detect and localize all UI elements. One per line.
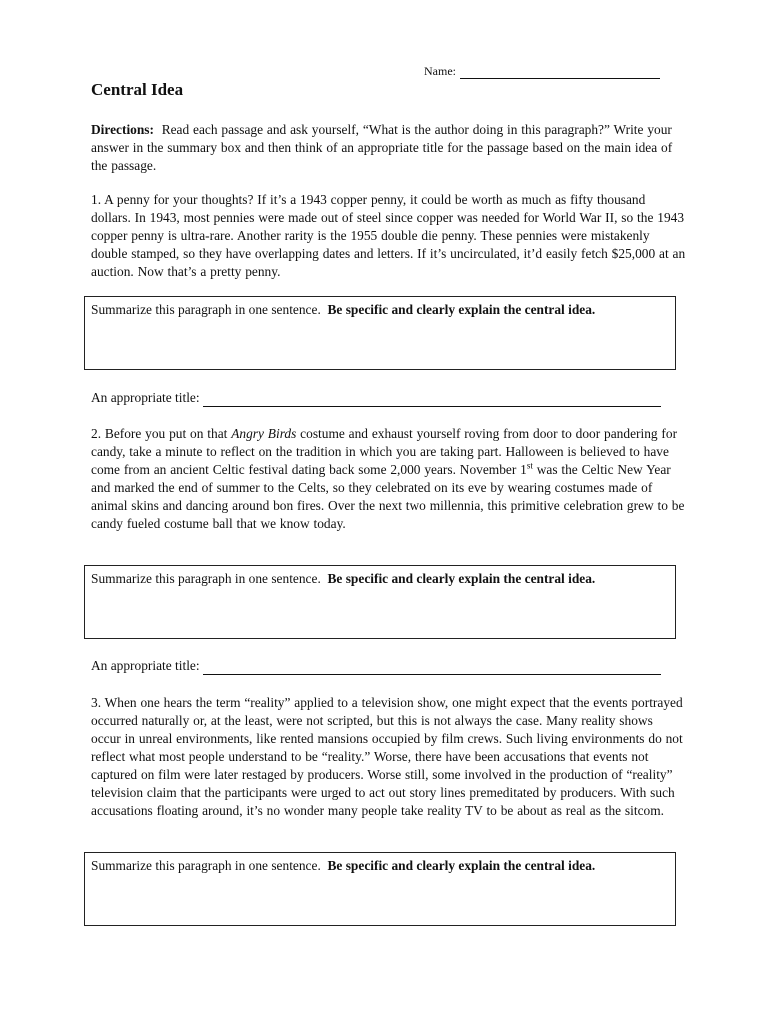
name-blank[interactable] bbox=[460, 66, 660, 79]
directions-text: Read each passage and ask yourself, “What is the author doing in this paragraph?” Write your answer in the summary box and then think of an appropriate title for the passage based on the main idea of the passage. bbox=[91, 122, 673, 173]
passage-2-superscript: st bbox=[526, 460, 533, 471]
passage-3: 3. When one hears the term “reality” applied to a television show, one might expect that the events portrayed occurred naturally or, at the least, were not scripted, but this is not always the case. Many reality shows occur in unreal environments, like rented mansions occupied by film crews. Such living environments do not reflect what most people understand to be “reality.” Worse, there have been accusations that events not captured on film were later restaged by producers. Worse still, some involved in the production of “reality” television claim that the participants were urged to act out story lines premeditated by producers. With such accusations floating around, it’s no wonder many people take reality TV to be about as real as the sitcom. bbox=[91, 695, 683, 818]
page-title: Central Idea bbox=[91, 80, 184, 99]
title-blank-2[interactable] bbox=[203, 660, 661, 675]
summary-emphasis: Be specific and clearly explain the central idea. bbox=[327, 302, 596, 317]
summary-box-2[interactable] bbox=[84, 565, 676, 639]
summary-prompt: Summarize this paragraph in one sentence. bbox=[91, 302, 321, 317]
passage-2-italic: Angry Birds bbox=[231, 426, 297, 441]
title-blank-1[interactable] bbox=[203, 392, 661, 407]
title-field-2[interactable] bbox=[91, 657, 661, 675]
passage-2-text-a: 2. Before you put on that bbox=[91, 426, 232, 441]
passage-2-text-c: was the Celtic New Year and marked the end of summer to the Celts, so they celebrated on its eve by wearing costumes made of animal skins and dancing around bon fires. Over the next two millennia, this primitive celebration grew to be candy fueled costume ball that we know today. bbox=[91, 462, 685, 531]
directions-label: Directions: bbox=[91, 122, 154, 137]
name-field[interactable] bbox=[424, 64, 660, 79]
summary-box-3[interactable] bbox=[84, 852, 676, 926]
directions bbox=[91, 121, 686, 175]
title-prompt: An appropriate title: bbox=[91, 658, 200, 673]
summary-emphasis: Be specific and clearly explain the central idea. bbox=[327, 571, 596, 586]
title-field-1[interactable] bbox=[91, 389, 661, 407]
summary-box-1[interactable] bbox=[84, 296, 676, 370]
summary-prompt: Summarize this paragraph in one sentence. bbox=[91, 858, 321, 873]
passage-1: 1. A penny for your thoughts? If it’s a 1943 copper penny, it could be worth as much as fifty thousand dollars. In 1943, most pennies were made out of steel since copper was needed for World War II, so the 1943 copper penny is ultra-rare. Another rarity is the 1955 double die penny. These pennies were mistakenly double stamped, so they have overlapping dates and letters. If it’s uncirculated, it’d easily fetch $25,000 at an auction. Now that’s a pretty penny. bbox=[91, 192, 686, 279]
summary-prompt: Summarize this paragraph in one sentence. bbox=[91, 571, 321, 586]
summary-emphasis: Be specific and clearly explain the central idea. bbox=[327, 858, 596, 873]
name-label: Name: bbox=[424, 64, 456, 78]
passage-2 bbox=[91, 425, 686, 533]
passage-2-text-b: costume and exhaust yourself roving from door to door pandering for candy, take a minute to reflect on the tradition in which you are taking part. Halloween is believed to have come from an ancient Celtic festival dating back some 2,000 years. November 1 bbox=[91, 426, 678, 477]
title-prompt: An appropriate title: bbox=[91, 390, 200, 405]
